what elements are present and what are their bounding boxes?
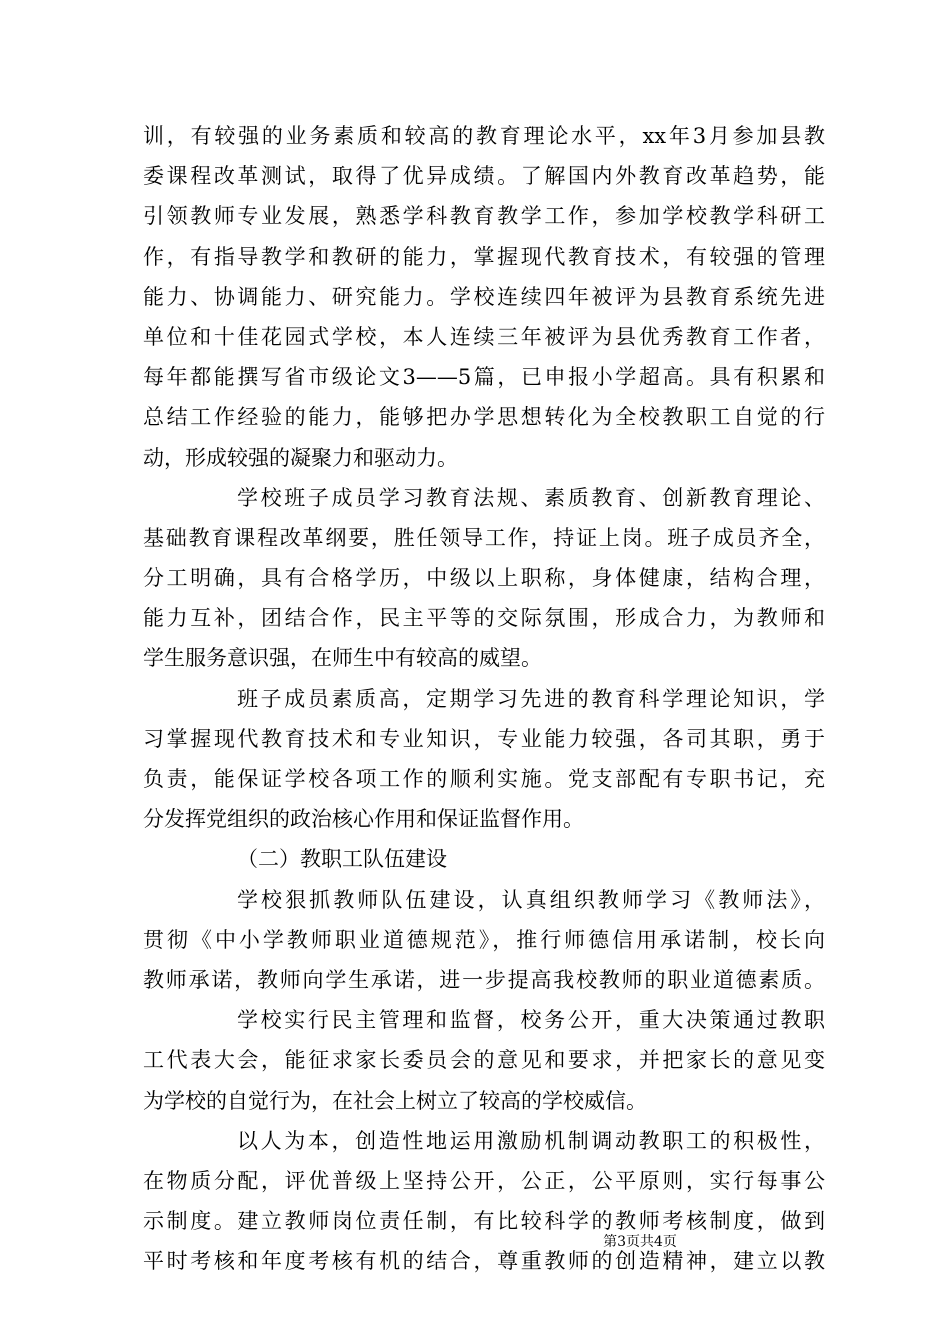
text-line: 基础教育课程改革纲要，胜任领导工作，持证上岗。班子成员齐全，: [143, 525, 825, 550]
paragraph-start: 班子成员素质高，定期学习先进的教育科学理论知识，学: [237, 686, 825, 711]
text-line: 为学校的自觉行为，在社会上树立了较高的学校威信。: [143, 1088, 647, 1113]
paragraph-start: 学校狠抓教师队伍建设，认真组织教师学习《教师法》，: [237, 887, 825, 912]
text-line: 训，有较强的业务素质和较高的教育理论水平，xx年3月参加县教: [143, 124, 825, 148]
text-line: 示制度。建立教师岗位责任制，有比较科学的教师考核制度，做到: [143, 1209, 825, 1234]
paragraph-start: 以人为本，创造性地运用激励机制调动教职工的积极性，: [237, 1128, 825, 1153]
text-line: 引领教师专业发展，熟悉学科教育教学工作，参加学校教学科研工: [143, 204, 825, 229]
text-line: 工代表大会，能征求家长委员会的意见和要求，并把家长的意见变: [143, 1048, 825, 1073]
text-line: 每年都能撰写省市级论文3——5篇，已申报小学超高。具有积累和: [143, 365, 825, 390]
text-line: 平时考核和年度考核有机的结合，尊重教师的创造精神，建立以教: [143, 1249, 825, 1274]
text-line: 教师承诺，教师向学生承诺，进一步提高我校教师的职业道德素质。: [143, 967, 825, 992]
section-heading: （二）教职工队伍建设: [237, 847, 447, 872]
text-line: 能力、协调能力、研究能力。学校连续四年被评为县教育系统先进: [143, 284, 825, 309]
paragraph-start: 学校班子成员学习教育法规、素质教育、创新教育理论、: [237, 485, 825, 510]
paragraph-start: 学校实行民主管理和监督，校务公开，重大决策通过教职: [237, 1008, 825, 1033]
text-line: 分工明确，具有合格学历，中级以上职称，身体健康，结构合理，: [143, 566, 825, 591]
text-line: 在物质分配，评优普级上坚持公开，公正，公平原则，实行每事公: [143, 1168, 825, 1193]
text-line: 分发挥党组织的政治核心作用和保证监督作用。: [143, 807, 584, 832]
page-number: 第3页共4页: [603, 1234, 677, 1250]
text-line: 作，有指导教学和教研的能力，掌握现代教育技术，有较强的管理: [143, 244, 825, 269]
text-line: 学生服务意识强，在师生中有较高的威望。: [143, 646, 542, 671]
text-line: 动，形成较强的凝聚力和驱动力。: [143, 445, 458, 470]
text-line: 单位和十佳花园式学校，本人连续三年被评为县优秀教育工作者，: [143, 324, 825, 349]
document-body: [143, 116, 825, 1281]
text-line: 能力互补，团结合作，民主平等的交际氛围，形成合力，为教师和: [143, 606, 825, 631]
text-line: 习掌握现代教育技术和专业知识，专业能力较强，各司其职，勇于: [143, 726, 825, 751]
text-line: 委课程改革测试，取得了优异成绩。了解国内外教育改革趋势，能: [143, 164, 825, 189]
text-line: 总结工作经验的能力，能够把办学思想转化为全校教职工自觉的行: [143, 405, 825, 430]
text-line: 负责，能保证学校各项工作的顺利实施。党支部配有专职书记，充: [143, 767, 825, 791]
text-line: 贯彻《中小学教师职业道德规范》，推行师德信用承诺制，校长向: [143, 927, 825, 952]
